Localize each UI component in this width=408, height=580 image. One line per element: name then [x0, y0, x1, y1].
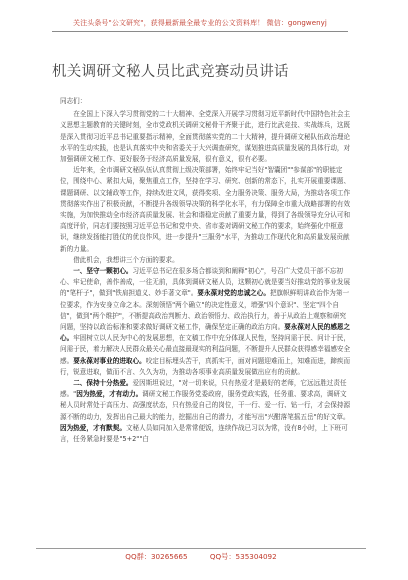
paragraph-text: 在全国上下深入学习贯彻党的二十大精神、全党深入开展学习贯彻习近平新时代中国特色社会主义思想主题教育的关键时刻，全市党政机关调研文秘骨干齐聚于此，进行比武竞技、实战练兵，这既是深入贯彻习近平总书记重要指示精神，全面贯彻落实党的二十大精神，提升调研文秘队伍政治理论水平的生动实践，也是认真落实中央和省委关于大兴调查研究，谋划推进高质量发展的具体行动，对加强调研文秘工作、更好服务于经济高质量发展，很有意义，很有必要。: [60, 110, 351, 164]
bold-heading-text: 一、坚守一颗初心。: [73, 267, 133, 276]
body-paragraph: [60, 266, 352, 378]
paragraph-text: 习近平总书记在很多场合都谈到和阐释"初心"，号召广大党员干部不忘初心、牢记使命，善作善成，一往无前，具体到调研文秘人员，这颗初心就是要当好推动党的事业发展的"笔杆子"，做到"铁肩担道义、妙手著文章"。: [60, 267, 351, 298]
paragraph-text: 咬定目标埋头苦干，真抓实干，面对问题迎难而上，知难而进，蹄疾而行，锐意进取，做而不言、久久为功，为推动各项事业高质量发展做出应有的贡献。: [60, 356, 351, 376]
bold-heading-text: 要永葆对人民的感恩之心。: [60, 323, 351, 343]
paragraph-text: 牢固树立以人民为中心的发展思想，在文稿工作中充分体现人民性，坚持问需于民、问计于民，问需于民，着力解决人民群众最关心最直接最现实的利益问题，不断提升人民群众获得感幸福感安全感。: [60, 334, 351, 365]
paragraph-text: 借此机会，我想讲三个方面的要求。: [73, 255, 179, 264]
bold-heading-text: 要永葆对事业的进取心。: [73, 356, 146, 365]
body-paragraph: [60, 109, 352, 165]
body-paragraph: [60, 255, 352, 266]
page-title: 机关调研文秘人员比武竞赛动员讲话: [52, 64, 289, 80]
bold-heading-text: 要永葆对党的忠诚之心。: [197, 289, 270, 298]
body-paragraph: [60, 378, 352, 445]
footer-contact: [36, 548, 366, 562]
paragraph-text: 近年来，全市调研文秘队伍认真贯彻上级决策部署，始终牢记当好"智囊团""参谋部"的职能定位，围绕中心、紧扣大局，聚焦重点工作，坚持在学习、研究、创新的常态下，扎实开展重要课题、课题调研、以文辅政等工作，持续改进文风，获得奖项、全力服务决策、服务大局，为推动各项工作贯彻落实作出了积极贡献，不断提升各级领导决策的科学化水平，有力保障全市重大战略部署的有效实施，为加快推动全市经济高质量发展、社会和谐稳定贡献了重要力量，得到了各级领导充分认可和高度评价，同志们要按照习近平总书记和党中央、省市委对调研文秘工作的要求，始终强化中枢意识，继续发扬能打胜仗的优良作风，进一步提升"三服务"水平，为推动工作现代化和高质量发展贡献新的力量。: [60, 166, 351, 253]
footer-qq-number: QQ号：535304092: [209, 552, 277, 561]
bold-heading-text: 因为热爱，才有默契。: [60, 423, 126, 432]
header-notice: 关注头条号"公文研究"，获得最新最全最专业的公文资料库！ 微信：gongwenyj: [52, 18, 348, 32]
paragraph-text: 把旗帜鲜明讲政治作为第一位要求，作为安身立命之本。深刻领悟"两个确立"的决定性意义，增强"四个意识"、坚定"四个自信"，做到"两个维护"，不断提高政治判断力、政治领悟力、政治执行力，善于从政治上观察和研究问题，坚持以政治标准和要求做好调研文秘工作，确保坚定正确的政治方向。: [60, 289, 350, 332]
paragraph-list: [60, 109, 352, 445]
salutation: 同志们：: [60, 97, 87, 105]
paragraph-text: 文秘人员如同加入是常常便饭，连续作战已习以为常，没有8小时，上下班可言，任务紧急时要是"5+2""白: [60, 423, 348, 444]
body-paragraph: [60, 165, 352, 255]
bold-heading-text: 二、保持十分热爱。: [73, 379, 133, 388]
paragraph-text: 调研文秘工作服务党委政府，服务党政实践，任务重、要求高，调研文秘人员时常处于高压力、高强度状态，只有热爱自己的岗位，干一行、爱一行、钻一行，才会保持源源不断的动力，发挥出自己最大的能力，挖掘出自己的潜力，才能写出"兴酣落笔摇五岳"的好文章。: [60, 390, 351, 421]
bold-heading-text: 因为热爱，才有动力。: [76, 390, 143, 399]
footer-qq-group: QQ群：30265665: [125, 552, 188, 561]
paragraph-text: 爱因斯坦说过，"对一切来说，只有热爱才是最好的老师，它远远胜过责任感。": [60, 379, 347, 399]
document-body: [60, 96, 352, 445]
